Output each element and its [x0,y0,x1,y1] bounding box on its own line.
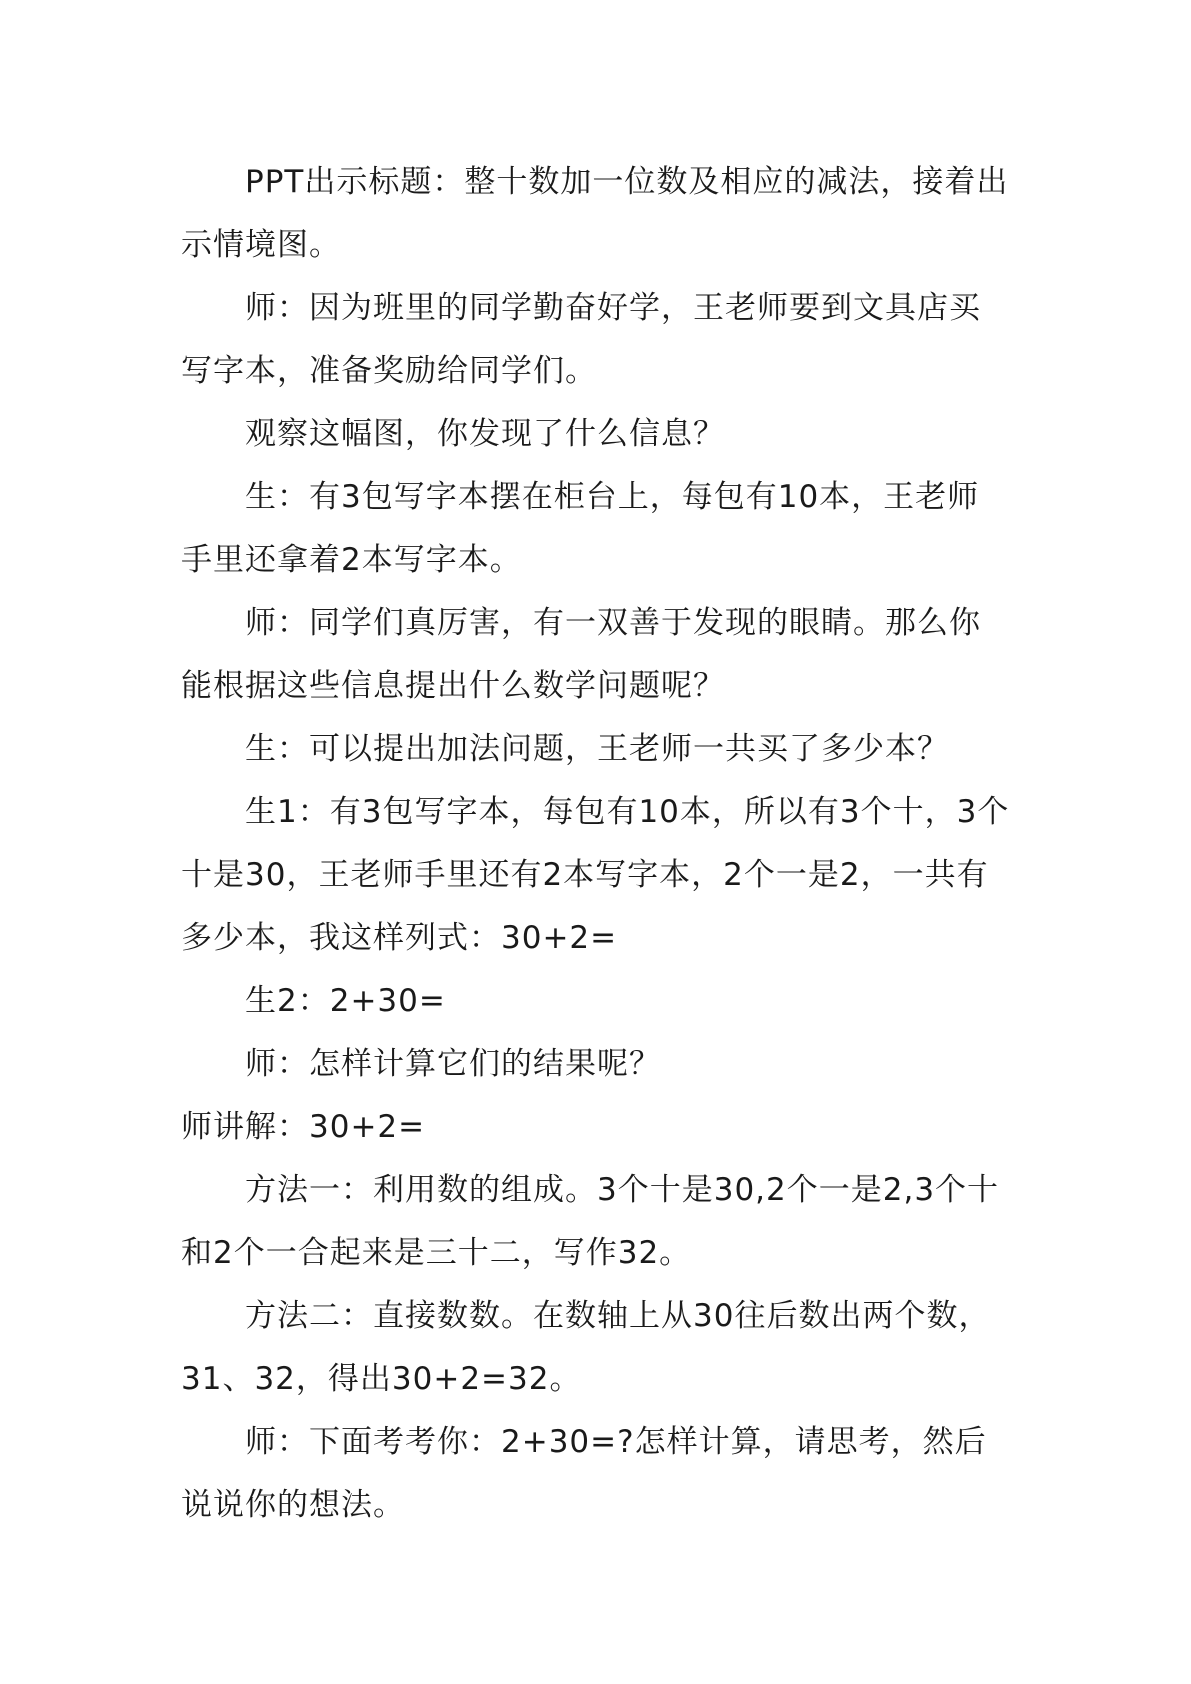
paragraph-observe-question: 观察这幅图，你发现了什么信息？ [245,416,725,452]
document-body [181,151,1011,1537]
paragraph-student-question: 生：可以提出加法问题，王老师一共买了多少本？ [245,731,949,767]
paragraph-student-observation: 生：有3包写字本摆在柜台上，每包有10本，王老师手里还拿着2本写字本。 [181,479,980,578]
paragraph-teacher-intro: 师：因为班里的同学勤奋好学，王老师要到文具店买写字本，准备奖励给同学们。 [181,290,981,389]
paragraph-student1-answer: 生1：有3包写字本，每包有10本，所以有3个十，3个十是30，王老师手里还有2本写字本，2个一是2，一共有多少本，我这样列式：30+2= [181,794,1010,956]
paragraph-teacher-how-compute: 师：怎样计算它们的结果呢？ [245,1046,661,1082]
paragraph-teacher-explain: 师讲解：30+2= [181,1109,426,1145]
paragraph-teacher-quiz: 师：下面考考你：2+30=?怎样计算，请思考，然后说说你的想法。 [181,1424,987,1523]
paragraph-method-two: 方法二：直接数数。在数轴上从30往后数出两个数，31、32，得出30+2=32。 [181,1298,991,1397]
paragraph-teacher-praise: 师：同学们真厉害，有一双善于发现的眼睛。那么你能根据这些信息提出什么数学问题呢？ [181,605,981,704]
paragraph-student2-answer: 生2：2+30= [245,983,446,1019]
paragraph-method-one: 方法一：利用数的组成。3个十是30,2个一是2,3个十和2个一合起来是三十二，写作32。 [181,1172,1000,1271]
paragraph-ppt-title: PPT出示标题：整十数加一位数及相应的减法，接着出示情境图。 [181,164,1009,263]
